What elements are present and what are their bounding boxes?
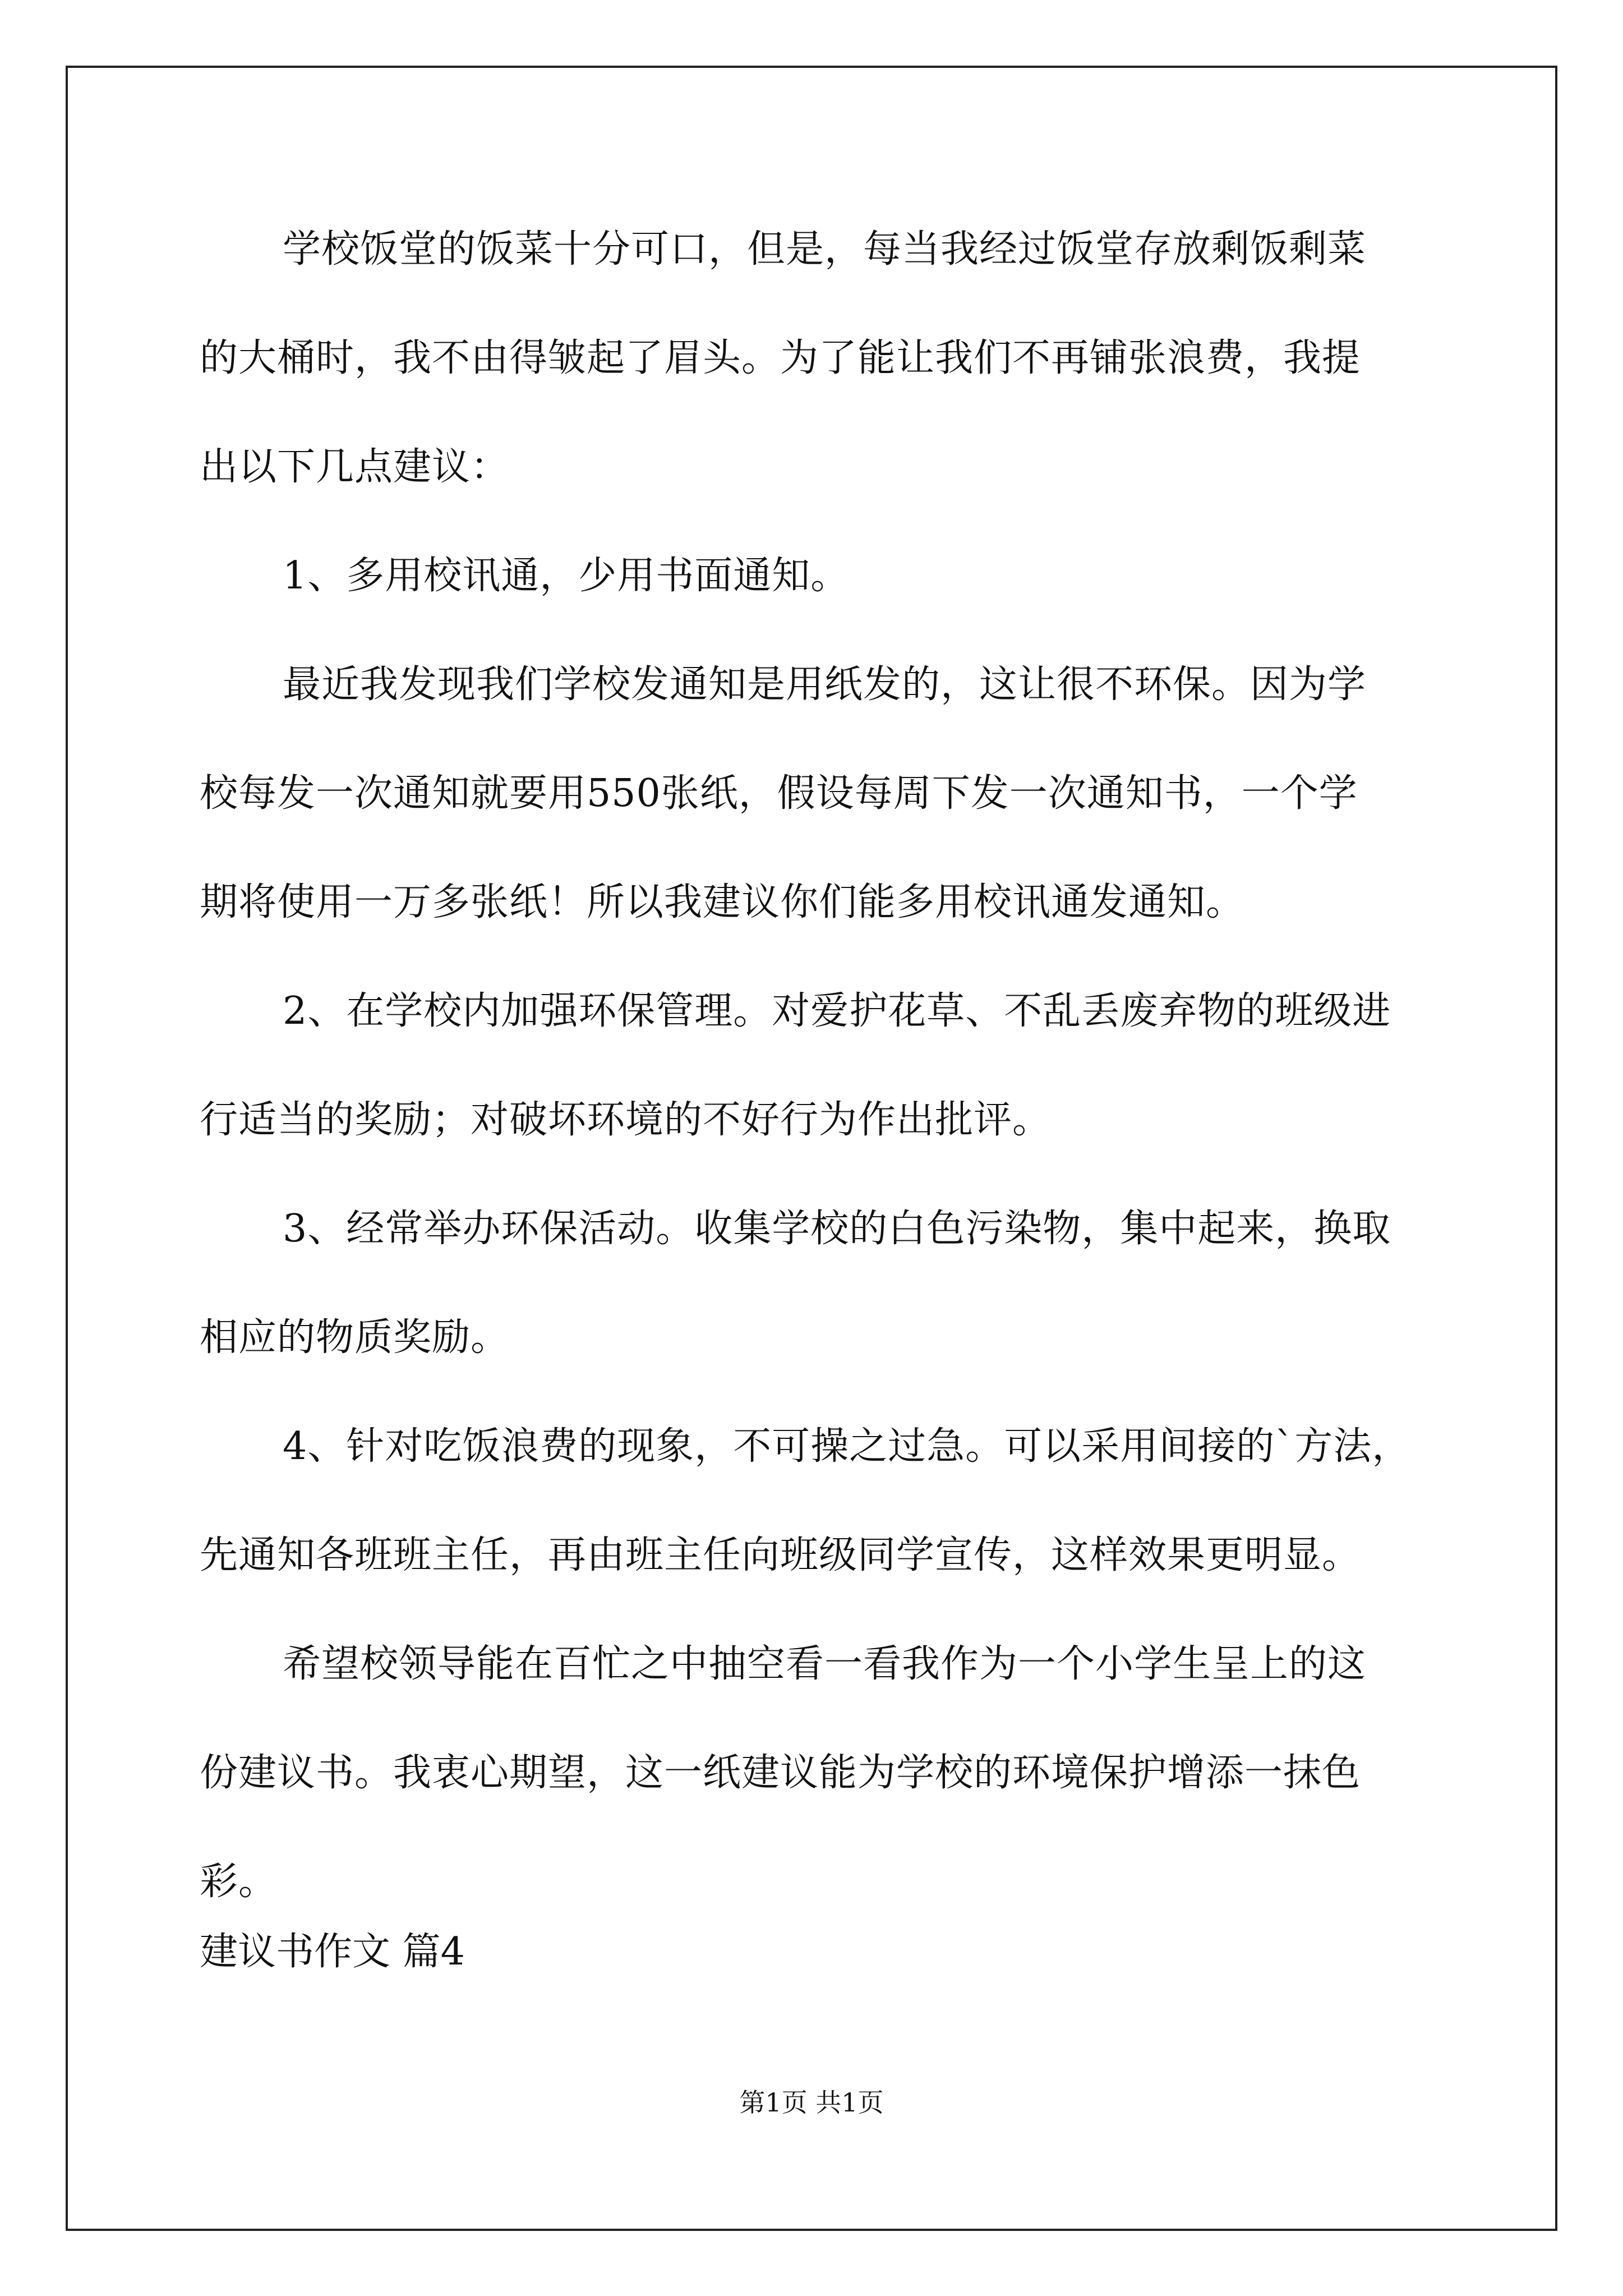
paragraph-7-line-1: 希望校领导能在百忙之中抽空看一看我作为一个小学生呈上的这 [283, 1642, 1367, 1686]
paragraph-5-line-2: 相应的物质奖励。 [200, 1315, 510, 1360]
paragraph-1-line-1: 学校饭堂的饭菜十分可口，但是，每当我经过饭堂存放剩饭剩菜 [283, 227, 1367, 272]
paragraph-1-line-2: 的大桶时，我不由得皱起了眉头。为了能让我们不再铺张浪费，我提 [200, 336, 1361, 380]
paragraph-3-line-1: 最近我发现我们学校发通知是用纸发的，这让很不环保。因为学 [283, 662, 1367, 707]
section-heading: 建议书作文 篇4 [200, 1930, 465, 1974]
paragraph-2-line-1: 1、多用校讯通，少用书面通知。 [283, 554, 850, 598]
paragraph-3-line-2: 校每发一次通知就要用550张纸，假设每周下发一次通知书，一个学 [200, 771, 1358, 816]
paragraph-1-line-3: 出以下几点建议： [200, 445, 510, 489]
page-number-footer: 第1页 共1页 [739, 2087, 884, 2118]
paragraph-7-line-2: 份建议书。我衷心期望，这一纸建议能为学校的环境保护增添一抹色 [200, 1751, 1361, 1795]
paragraph-3-line-3: 期将使用一万多张纸！所以我建议你们能多用校讯通发通知。 [200, 880, 1245, 924]
paragraph-7-line-3: 彩。 [200, 1860, 278, 1904]
paragraph-4-line-1: 2、在学校内加强环保管理。对爱护花草、不乱丢废弃物的班级进 [283, 989, 1391, 1033]
paragraph-6-line-1: 4、针对吃饭浪费的现象，不可操之过急。可以采用间接的`方法， [283, 1424, 1411, 1469]
paragraph-6-line-2: 先通知各班班主任，再由班主任向班级同学宣传，这样效果更明显。 [200, 1533, 1361, 1577]
document-body [200, 216, 1433, 1957]
paragraph-4-line-2: 行适当的奖励；对破坏环境的不好行为作出批评。 [200, 1098, 1052, 1142]
paragraph-5-line-1: 3、经常举办环保活动。收集学校的白色污染物，集中起来，换取 [283, 1207, 1391, 1251]
